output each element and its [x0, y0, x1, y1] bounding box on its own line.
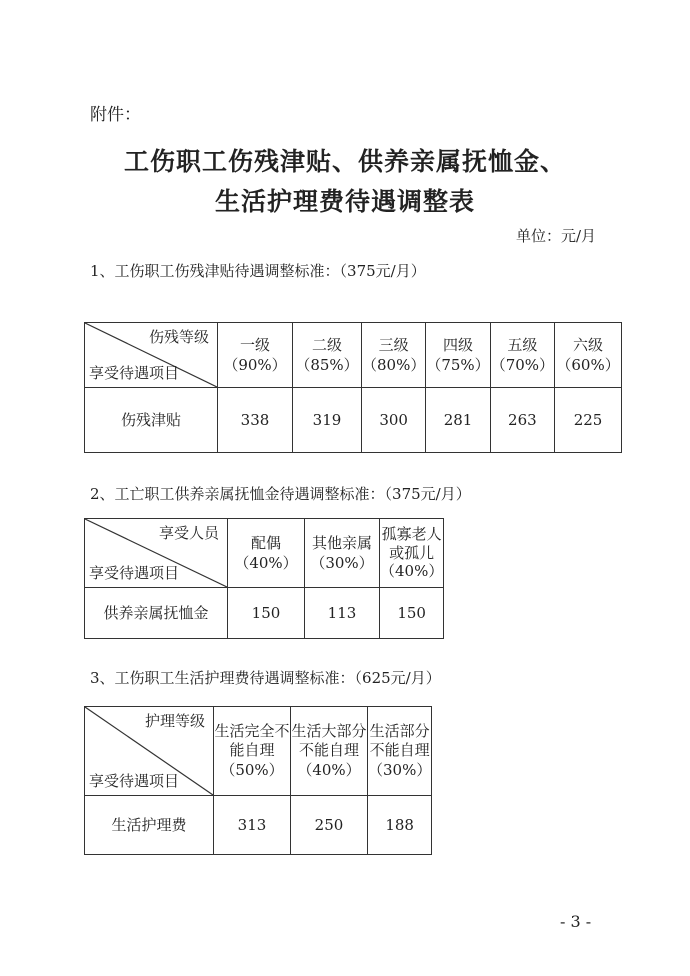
diag-bottom-label: 享受待遇项目 — [89, 363, 180, 382]
table-row — [85, 796, 432, 855]
diag-top-label: 伤残等级 — [148, 328, 209, 346]
diagonal-header-cell — [85, 323, 218, 388]
table-cell: 225 — [555, 388, 622, 453]
section3-heading: 3、工伤职工生活护理费待遇调整标准：（625元/月） — [90, 669, 441, 687]
column-header: 生活完全不能自理 （50%） — [214, 707, 291, 796]
table-header-row — [85, 323, 622, 388]
table-header-row — [85, 707, 432, 796]
dependent-pension-table — [84, 518, 444, 639]
diag-top-label: 享受人员 — [158, 524, 219, 542]
diag-bottom-label: 享受待遇项目 — [89, 771, 180, 790]
row-label: 伤残津贴 — [85, 388, 218, 453]
unit-label: 单位：元/月 — [516, 227, 597, 245]
nursing-care-table — [84, 706, 432, 855]
row-label: 供养亲属抚恤金 — [85, 588, 228, 639]
column-header: 孤寡老人或孤儿（40%） — [380, 519, 444, 588]
table-cell: 313 — [214, 796, 291, 855]
table-header-row — [85, 519, 444, 588]
table-cell: 188 — [368, 796, 432, 855]
column-header: 六级 （60%） — [555, 323, 622, 388]
table-cell: 300 — [362, 388, 426, 453]
section2-heading: 2、工亡职工供养亲属抚恤金待遇调整标准：（375元/月） — [90, 485, 471, 503]
column-header: 生活大部分不能自理（40%） — [291, 707, 368, 796]
diagonal-header-cell — [85, 707, 214, 796]
diagonal-header-cell — [85, 519, 228, 588]
column-header: 五级 （70%） — [490, 323, 554, 388]
column-header: 一级 （90%） — [218, 323, 293, 388]
diag-top-label: 护理等级 — [144, 712, 205, 730]
disability-allowance-table — [84, 322, 622, 453]
table-row — [85, 388, 622, 453]
page-title-line1: 工伤职工伤残津贴、供养亲属抚恤金、 — [123, 147, 566, 176]
column-header: 二级 （85%） — [293, 323, 362, 388]
table-cell: 113 — [305, 588, 380, 639]
column-header: 生活部分不能自理 （30%） — [368, 707, 432, 796]
table-cell: 150 — [228, 588, 305, 639]
column-header: 四级 （75%） — [426, 323, 490, 388]
table-row — [85, 588, 444, 639]
row-label: 生活护理费 — [85, 796, 214, 855]
table-cell: 150 — [380, 588, 444, 639]
table-cell: 281 — [426, 388, 490, 453]
table-cell: 263 — [490, 388, 554, 453]
table-cell: 338 — [218, 388, 293, 453]
table-cell: 250 — [291, 796, 368, 855]
column-header: 其他亲属 （30%） — [305, 519, 380, 588]
column-header: 三级 （80%） — [362, 323, 426, 388]
section1-heading: 1、工伤职工伤残津贴待遇调整标准：（375元/月） — [90, 262, 426, 280]
diag-bottom-label: 享受待遇项目 — [89, 563, 180, 582]
attachment-label: 附件： — [90, 105, 141, 125]
page-title-line2: 生活护理费待遇调整表 — [214, 187, 475, 216]
page-number: - 3 - — [560, 912, 592, 931]
table-cell: 319 — [293, 388, 362, 453]
column-header: 配偶 （40%） — [228, 519, 305, 588]
